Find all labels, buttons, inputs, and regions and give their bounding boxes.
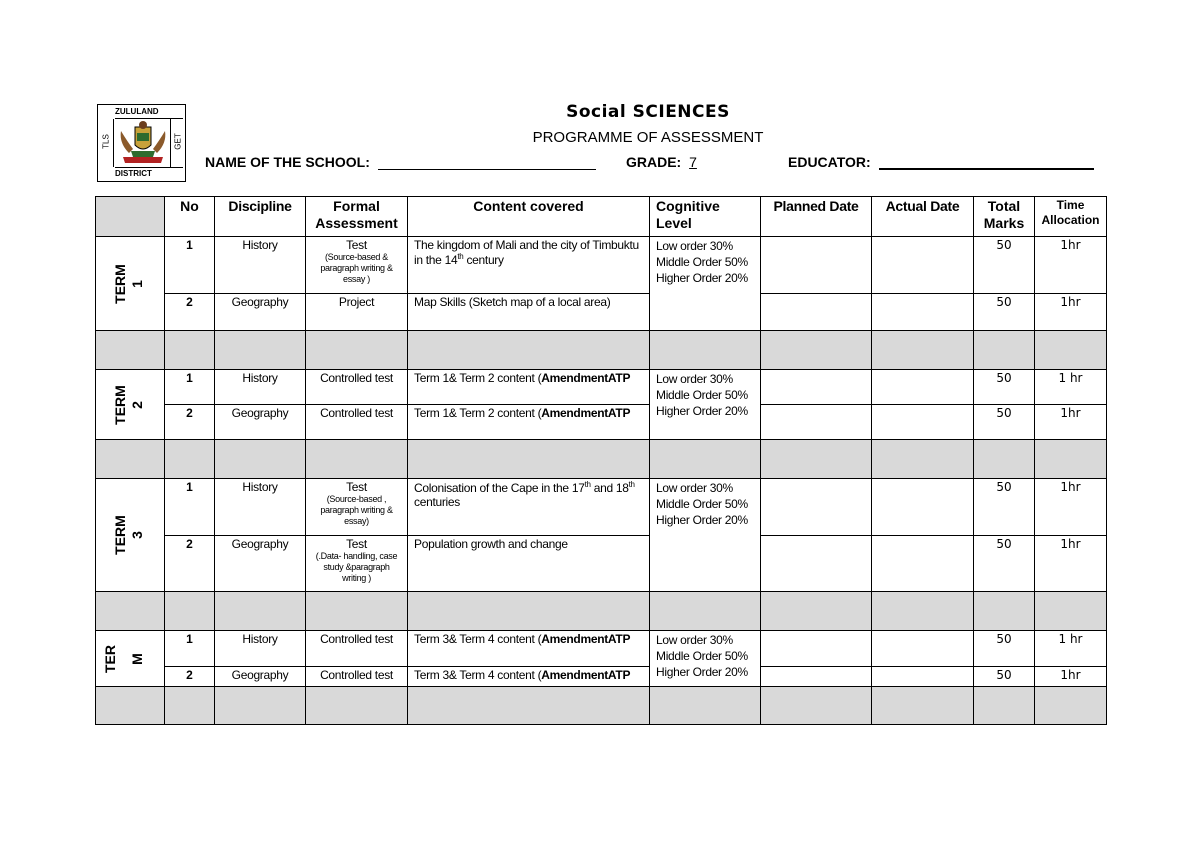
- assessment-note: (.Data- handling, case study &paragraph writing ): [315, 551, 398, 583]
- col-time-allocation: Time Allocation: [1035, 197, 1107, 237]
- row-no: 1: [165, 631, 215, 667]
- row-marks: 50: [974, 536, 1035, 592]
- row-no: 2: [165, 536, 215, 592]
- cog-low: Low order 30%: [656, 481, 733, 495]
- row-time: 1hr: [1035, 405, 1107, 440]
- table-row: [96, 237, 1107, 294]
- planned-date-cell[interactable]: [761, 479, 872, 536]
- row-discipline: History: [215, 237, 306, 294]
- separator-row: [96, 687, 1107, 725]
- actual-date-cell[interactable]: [872, 479, 974, 536]
- col-discipline: Discipline: [215, 197, 306, 237]
- assessment-type: Test: [346, 537, 367, 551]
- content-sup: th: [628, 480, 635, 489]
- term-4-label: TER: [102, 644, 118, 673]
- content-sup: th: [457, 252, 464, 261]
- cog-middle: Middle Order 50%: [656, 388, 748, 402]
- content-text: Term 3& Term 4 content (: [414, 632, 542, 646]
- cog-middle: Middle Order 50%: [656, 497, 748, 511]
- logo-top-label: ZULULAND: [115, 106, 183, 119]
- content-text: Term 3& Term 4 content (: [414, 668, 542, 682]
- assessment-type: Test: [346, 238, 367, 252]
- row-no: 1: [165, 237, 215, 294]
- term-1-label: TERM: [112, 263, 128, 304]
- col-content-covered: Content covered: [408, 197, 650, 237]
- assessment-type: Test: [346, 480, 367, 494]
- row-no: 1: [165, 370, 215, 405]
- separator-row: [96, 592, 1107, 631]
- term-2-label-cell: [96, 370, 165, 440]
- logo-right-label: GET: [173, 133, 183, 150]
- row-marks: 50: [974, 294, 1035, 331]
- row-content: Population growth and change: [408, 536, 650, 592]
- row-marks: 50: [974, 405, 1035, 440]
- row-assessment: Controlled test: [306, 667, 408, 687]
- separator-row: [96, 440, 1107, 479]
- actual-date-cell[interactable]: [872, 405, 974, 440]
- content-bold: AmendmentATP: [541, 371, 631, 385]
- row-time: 1hr: [1035, 237, 1107, 294]
- row-time: 1hr: [1035, 479, 1107, 536]
- planned-date-cell[interactable]: [761, 370, 872, 405]
- row-time: 1hr: [1035, 536, 1107, 592]
- cognitive-level-cell: [650, 631, 761, 687]
- col-formal-assessment: Formal Assessment: [306, 197, 408, 237]
- cog-low: Low order 30%: [656, 633, 733, 647]
- actual-date-cell[interactable]: [872, 237, 974, 294]
- school-label: NAME OF THE SCHOOL:: [205, 154, 370, 170]
- planned-date-cell[interactable]: [761, 667, 872, 687]
- row-assessment: Controlled test: [306, 405, 408, 440]
- cognitive-level-cell: [650, 237, 761, 331]
- row-assessment: [306, 479, 408, 536]
- educator-label: EDUCATOR:: [788, 154, 871, 170]
- school-field: [205, 154, 596, 170]
- term-1-number: 1: [129, 279, 145, 288]
- row-marks: 50: [974, 237, 1035, 294]
- content-bold: AmendmentATP: [541, 632, 631, 646]
- header-row: [96, 197, 1107, 237]
- col-total-marks: Total Marks: [974, 197, 1035, 237]
- planned-date-cell[interactable]: [761, 405, 872, 440]
- actual-date-cell[interactable]: [872, 536, 974, 592]
- row-no: 2: [165, 405, 215, 440]
- logo-left-label: TLS: [101, 134, 111, 149]
- cog-low: Low order 30%: [656, 239, 733, 253]
- assessment-table: [95, 196, 1107, 725]
- table-row: [96, 405, 1107, 440]
- cog-low: Low order 30%: [656, 372, 733, 386]
- grade-value: 7: [689, 154, 697, 170]
- row-assessment: Project: [306, 294, 408, 331]
- content-text: Term 1& Term 2 content (: [414, 406, 542, 420]
- cog-higher: Higher Order 20%: [656, 404, 748, 418]
- row-marks: 50: [974, 667, 1035, 687]
- planned-date-cell[interactable]: [761, 294, 872, 331]
- row-assessment: [306, 237, 408, 294]
- row-content: [408, 667, 650, 687]
- separator-row: [96, 331, 1107, 370]
- table-row: [96, 631, 1107, 667]
- content-bold: AmendmentATP: [541, 668, 631, 682]
- table-row: [96, 667, 1107, 687]
- table-row: [96, 370, 1107, 405]
- page-subtitle: PROGRAMME OF ASSESSMENT: [532, 129, 764, 146]
- row-time: 1hr: [1035, 294, 1107, 331]
- row-no: 2: [165, 667, 215, 687]
- educator-blank: [879, 154, 1094, 170]
- row-assessment: [306, 536, 408, 592]
- page-title: Social SCIENCES: [566, 102, 730, 122]
- row-time: 1 hr: [1035, 370, 1107, 405]
- term-4-number: M: [129, 652, 145, 665]
- row-content: Map Skills (Sketch map of a local area): [408, 294, 650, 331]
- table-row: [96, 479, 1107, 536]
- row-discipline: Geography: [215, 294, 306, 331]
- table-row: [96, 536, 1107, 592]
- planned-date-cell[interactable]: [761, 237, 872, 294]
- row-marks: 50: [974, 370, 1035, 405]
- grade-label: GRADE:: [626, 154, 682, 170]
- assessment-note: (Source-based , paragraph writing & essay): [320, 494, 393, 526]
- row-discipline: Geography: [215, 536, 306, 592]
- term-2-label: TERM: [112, 384, 128, 425]
- school-blank: [378, 155, 596, 170]
- row-no: 1: [165, 479, 215, 536]
- cog-middle: Middle Order 50%: [656, 649, 748, 663]
- row-content: [408, 405, 650, 440]
- row-content: [408, 479, 650, 536]
- actual-date-cell[interactable]: [872, 294, 974, 331]
- content-sup: th: [584, 480, 591, 489]
- planned-date-cell[interactable]: [761, 631, 872, 667]
- col-planned-date: Planned Date: [761, 197, 872, 237]
- cognitive-level-cell: [650, 479, 761, 592]
- actual-date-cell[interactable]: [872, 667, 974, 687]
- cog-middle: Middle Order 50%: [656, 255, 748, 269]
- content-text: The kingdom of Mali and the city of Timbuktu in the 14: [414, 238, 639, 267]
- row-discipline: Geography: [215, 405, 306, 440]
- header-blank-cell: [96, 197, 165, 237]
- grade-field: [626, 154, 703, 170]
- planned-date-cell[interactable]: [761, 536, 872, 592]
- term-3-label-cell: [96, 479, 165, 592]
- content-tail: century: [463, 253, 504, 267]
- term-3-label: TERM: [112, 515, 128, 555]
- row-marks: 50: [974, 631, 1035, 667]
- actual-date-cell[interactable]: [872, 370, 974, 405]
- table-row: [96, 294, 1107, 331]
- assessment-note: (Source-based & paragraph writing & essay ): [320, 252, 393, 284]
- content-mid: and 18: [590, 481, 629, 495]
- col-actual-date: Actual Date: [872, 197, 974, 237]
- cognitive-level-cell: [650, 370, 761, 440]
- row-content: [408, 370, 650, 405]
- content-text: Colonisation of the Cape in the 17: [414, 481, 585, 495]
- actual-date-cell[interactable]: [872, 631, 974, 667]
- row-assessment: Controlled test: [306, 631, 408, 667]
- cog-higher: Higher Order 20%: [656, 271, 748, 285]
- row-discipline: History: [215, 479, 306, 536]
- term-1-label-cell: [96, 237, 165, 331]
- row-content: [408, 631, 650, 667]
- col-no: No: [165, 197, 215, 237]
- row-assessment: Controlled test: [306, 370, 408, 405]
- content-bold: AmendmentATP: [541, 406, 631, 420]
- col-cognitive-level: Cognitive Level: [650, 197, 761, 237]
- term-2-number: 2: [129, 400, 145, 409]
- cog-higher: Higher Order 20%: [656, 665, 748, 679]
- row-content: [408, 237, 650, 294]
- term-3-number: 3: [129, 531, 145, 539]
- term-4-label-cell: [96, 631, 165, 687]
- row-discipline: Geography: [215, 667, 306, 687]
- row-marks: 50: [974, 479, 1035, 536]
- row-discipline: History: [215, 370, 306, 405]
- row-discipline: History: [215, 631, 306, 667]
- cog-higher: Higher Order 20%: [656, 513, 748, 527]
- row-time: 1hr: [1035, 667, 1107, 687]
- logo-bottom-label: DISTRICT: [115, 167, 183, 180]
- content-tail: centuries: [414, 495, 460, 509]
- row-time: 1 hr: [1035, 631, 1107, 667]
- content-text: Term 1& Term 2 content (: [414, 371, 542, 385]
- row-no: 2: [165, 294, 215, 331]
- educator-field: [788, 154, 1094, 170]
